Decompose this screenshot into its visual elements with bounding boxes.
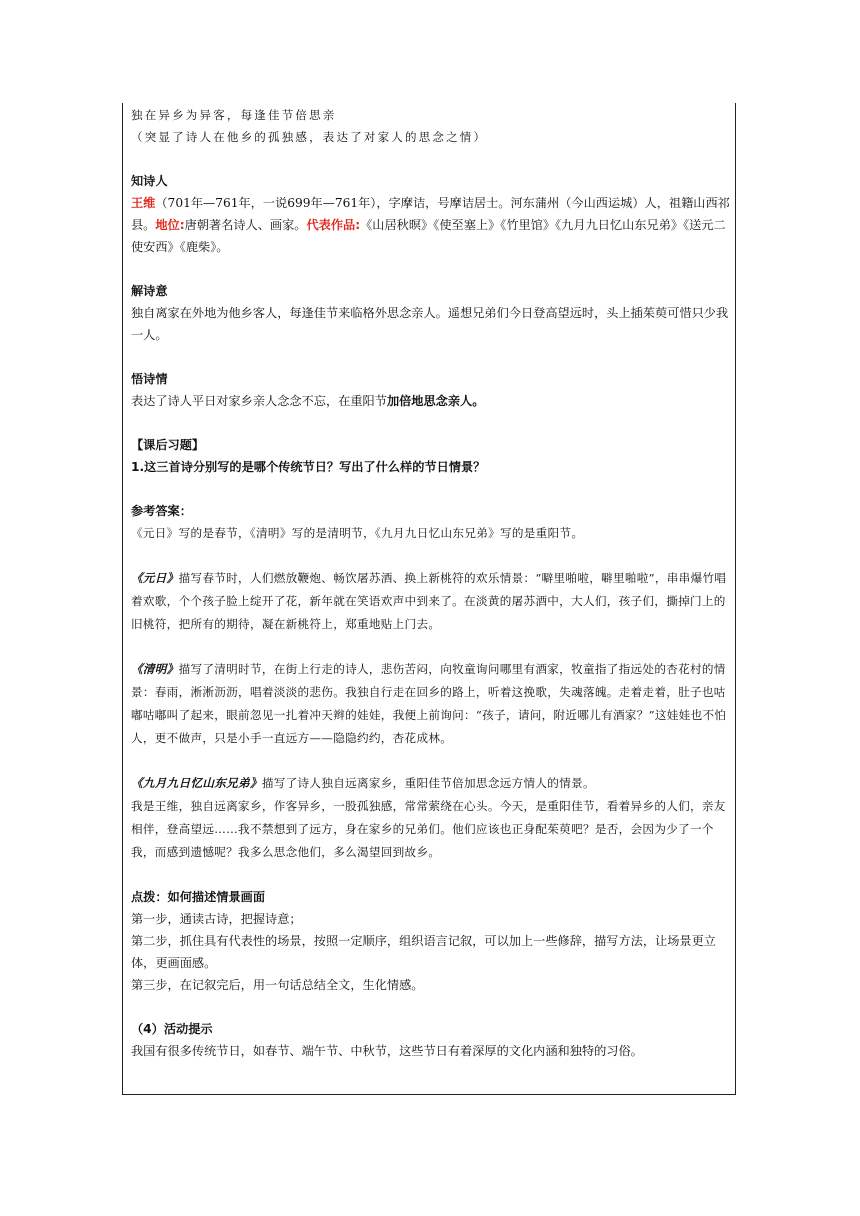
activity-text: 我国有很多传统节日，如春节、端午节、中秋节，这些节日有着深厚的文化内涵和独特的习俗。 <box>131 1044 643 1058</box>
answer-chongyang-detail: 我是王维，独自远离家乡，作客异乡，一股孤独感，常常萦绕在心头。今天，是重阳佳节，看着异乡的人们，亲友相伴，登高望远……我不禁想到了远方，身在家乡的兄弟们。他们应该也正身配茱萸吧？是否，会因为少了一个我，而感到遗憾呢？我多么思念他们，多么渴望回到故乡。 <box>131 799 726 859</box>
tips-step-2: 第二步，抓住具有代表性的场景，按照一定顺序，组织语言记叙，可以加上一些修辞，描写方法，让场景更立体，更画面感。 <box>131 934 716 970</box>
exercise-question: 1.这三首诗分别写的是哪个传统节日？写出了什么样的节日情景？ <box>131 460 486 474</box>
poem-note: （突显了诗人在他乡的孤独感，表达了对家人的思念之情） <box>131 130 488 144</box>
tips-heading: 点拨：如何描述情景画面 <box>131 890 266 904</box>
answer-yuanri: 《元日》描写春节时，人们燃放鞭炮、畅饮屠苏酒、换上新桃符的欢乐情景：“噼里啪啦，噼里啪啦”，串串爆竹唱着欢歌，个个孩子脸上绽开了花，新年就在笑语欢声中到来了。在淡黄的屠苏酒中，大人们，孩子们，撕掉门上的旧桃符，把所有的期待，凝在新桃符上，郑重地贴上门去。 <box>131 571 727 631</box>
poet-heading: 知诗人 <box>131 174 168 188</box>
lesson-content <box>131 104 731 1062</box>
meaning-text: 独自离家在外地为他乡客人，每逢佳节来临格外思念亲人。遥想兄弟们今日登高望远时，头上插茱萸可惜只少我一人。 <box>131 306 729 342</box>
tips-step-1: 第一步，通读古诗，把握诗意； <box>131 912 302 926</box>
feeling-heading: 悟诗情 <box>131 372 168 386</box>
poet-works-label: 代表作品: <box>306 218 361 232</box>
answer-summary: 《元日》写的是春节，《清明》写的是清明节，《九月九日忆山东兄弟》写的是重阳节。 <box>131 526 584 540</box>
feeling-text: 表达了诗人平日对家乡亲人念念不忘，在重阳节加倍地思念亲人。 <box>131 394 485 408</box>
poet-name: 王维 <box>131 196 156 210</box>
answer-label: 参考答案： <box>131 504 192 518</box>
tips-step-3: 第三步，在记叙完后，用一句话总结全文，生化情感。 <box>131 978 424 992</box>
answer-chongyang: 《九月九日忆山东兄弟》描写了诗人独自远离家乡，重阳佳节倍加思念远方情人的情景。 <box>131 776 595 790</box>
answer-qingming: 《清明》描写了清明时节，在街上行走的诗人，悲伤苦闷，向牧童询问哪里有酒家，牧童指了指远处的杏花村的情景：春雨，淅淅沥沥，唱着淡淡的悲伤。我独自行走在回乡的路上，听着这挽歌，失魂落魄。走着走着，肚子也咕嘟咕嘟叫了起来，眼前忽见一扎着冲天辫的娃娃，我便上前询问：“孩子，请问，附近哪儿有酒家？”这娃娃也不怕人，更不做声，只是小手一直远方——隐隐约约，杏花成林。 <box>131 662 727 745</box>
activity-heading: （4）活动提示 <box>131 1022 213 1036</box>
poem-line: 独在异乡为异客，每逢佳节倍思亲 <box>131 108 337 122</box>
meaning-heading: 解诗意 <box>131 284 168 298</box>
poet-status-label: 地位: <box>155 218 185 232</box>
exercise-heading: 【课后习题】 <box>131 438 205 452</box>
poet-bio: 王维（701年—761年，一说699年—761年），字摩诘，号摩诘居士。河东蒲州（今山西运城）人，祖籍山西祁县。地位:唐朝著名诗人、画家。代表作品:《山居秋暝》《使至塞上》《竹里馆》《九月九日忆山东兄弟》《送元二使安西》《鹿柴》。 <box>131 196 730 254</box>
